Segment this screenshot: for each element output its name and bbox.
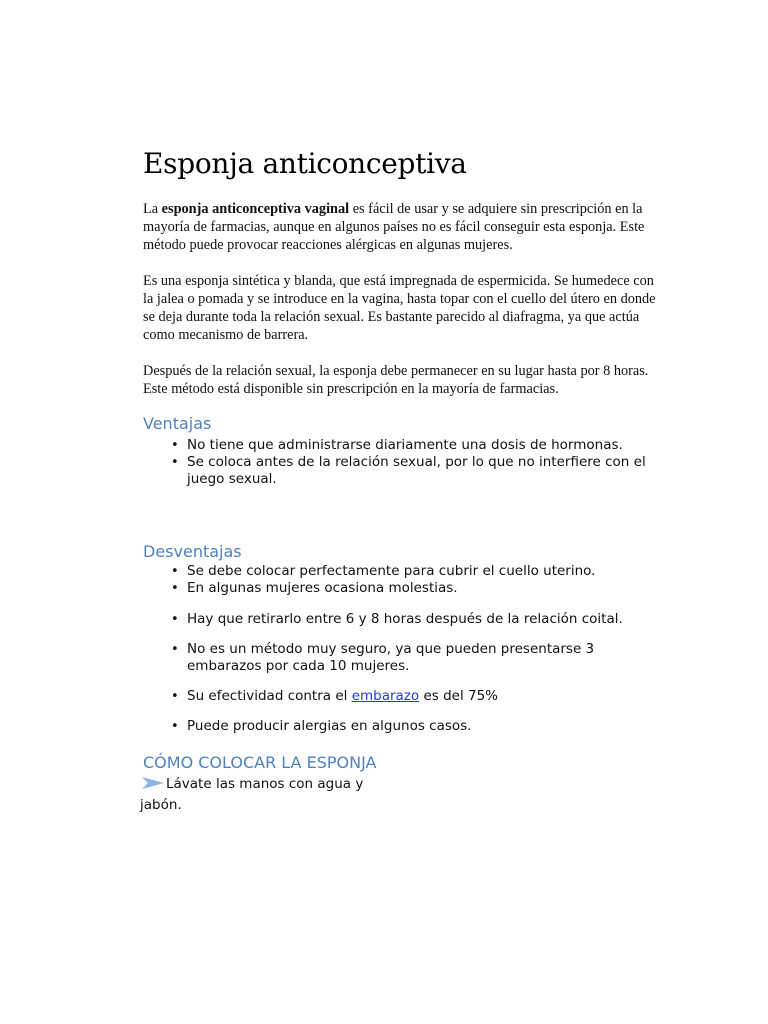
list-item: [165, 437, 665, 454]
description-paragraph: Es una esponja sintética y blanda, que está impregnada de espermicida. Se humedece con la jalea o pomada y se introduce en la vagina, hasta topar con el cuello del útero en donde se deja durante toda la relación sexual. Es bastante parecido al diafragma, ya que actúa como mecanismo de barrera.: [143, 273, 656, 343]
intro-paragraph: [143, 200, 663, 254]
bullet-icon: •: [171, 455, 179, 470]
desventajas-heading: Desventajas: [143, 542, 242, 561]
como-colocar-heading: CÓMO COLOCAR LA ESPONJA: [143, 753, 377, 772]
intro-lead: La: [143, 201, 162, 217]
embarazo-link[interactable]: embarazo: [351, 688, 420, 704]
bullet-icon: •: [171, 564, 179, 579]
bullet-icon: •: [171, 581, 179, 596]
desventajas-list-cont: [165, 688, 665, 705]
bullet-icon: •: [171, 719, 179, 734]
list-item: [165, 454, 665, 488]
intro-bold-term: esponja anticonceptiva vaginal: [161, 201, 350, 217]
bullet-icon: •: [171, 689, 179, 704]
list-item-text: Hay que retirarlo entre 6 y 8 horas después de la relación coital.: [187, 611, 623, 627]
list-item-text: En algunas mujeres ocasiona molestias.: [187, 580, 458, 596]
list-item: [165, 580, 665, 597]
list-item: [165, 563, 665, 580]
bullet-icon: •: [171, 642, 179, 657]
intro-rest: es fácil de usar y se adquiere sin prescripción en la mayoría de farmacias, aunque en algunos países no es fácil conseguir esta esponja. Este método puede provocar reacciones alérgicas en algunas mujeres.: [143, 201, 645, 253]
page-title: Esponja anticonceptiva: [143, 147, 467, 180]
bullet-icon: •: [171, 438, 179, 453]
step-one: [140, 774, 390, 816]
desventajas-list-cont: [165, 718, 665, 735]
list-item: [165, 718, 665, 735]
list-item: [165, 641, 665, 675]
desventajas-list: [165, 563, 665, 597]
ventajas-heading: Ventajas: [143, 414, 212, 433]
desventajas-list-cont: [165, 611, 665, 628]
step-one-text: Lávate las manos con agua y jabón.: [140, 776, 364, 813]
list-item-text: No es un método muy seguro, ya que pueden presentarse 3 embarazos por cada 10 mujeres.: [187, 641, 595, 674]
after-sex-paragraph: Después de la relación sexual, la esponja debe permanecer en su lugar hasta por 8 horas. Este método está disponible sin prescripción en la mayoría de farmacias.: [143, 363, 649, 397]
effectiveness-after: es del 75%: [419, 688, 499, 704]
list-item-text: Puede producir alergias en algunos casos.: [187, 718, 472, 734]
desventajas-list-cont: [165, 641, 665, 675]
list-item-text: No tiene que administrarse diariamente una dosis de hormonas.: [187, 437, 623, 453]
arrow-icon: [140, 775, 166, 791]
bullet-icon: •: [171, 612, 179, 627]
list-item: [165, 688, 665, 705]
list-item-text: Se coloca antes de la relación sexual, por lo que no interfiere con el juego sexual.: [187, 454, 646, 487]
list-item-text: Se debe colocar perfectamente para cubrir el cuello uterino.: [187, 563, 596, 579]
ventajas-list: [165, 437, 665, 488]
effectiveness-before: Su efectividad contra el: [187, 688, 352, 704]
list-item: [165, 611, 665, 628]
